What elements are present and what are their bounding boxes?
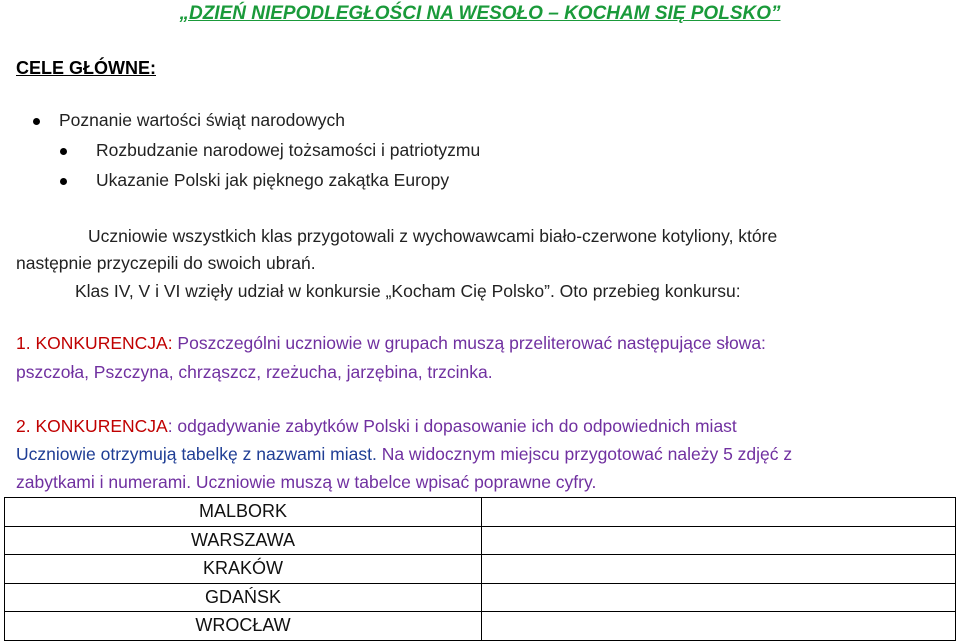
- city-name: KRAKÓW: [5, 555, 482, 584]
- competition-1-label: 1. KONKURENCJA:: [16, 333, 173, 353]
- goal-item: Ukazanie Polski jak pięknego zakątka Europy: [96, 170, 450, 190]
- answer-cell[interactable]: [482, 555, 956, 584]
- competition-2-text: : odgadywanie zabytków Polski i dopasowanie ich do odpowiednich miast: [167, 416, 737, 436]
- competition-1-words: pszczoła, Pszczyna, chrząszcz, rzeżucha, jarzębina, trzcinka.: [16, 362, 493, 382]
- bullet-icon: [33, 118, 40, 125]
- answer-cell[interactable]: [482, 612, 956, 641]
- competition-2-instructions: Uczniowie otrzymują tabelkę z nazwami miast.: [16, 444, 377, 464]
- city-name: WARSZAWA: [5, 526, 482, 555]
- goal-item: Rozbudzanie narodowej tożsamości i patriotyzmu: [96, 140, 481, 160]
- intro-line: Klas IV, V i VI wzięły udział w konkursie „Kocham Cię Polsko”. Oto przebieg konkursu:: [75, 281, 741, 301]
- city-name: MALBORK: [5, 498, 482, 527]
- competition-2-label: 2. KONKURENCJA: [16, 416, 168, 436]
- competition-2-line2: [16, 444, 792, 465]
- page-title: „DZIEŃ NIEPODLEGŁOŚCI NA WESOŁO – KOCHAM SIĘ POLSKO”: [179, 3, 781, 24]
- bullet-icon: [60, 148, 67, 155]
- answer-cell[interactable]: [482, 583, 956, 612]
- table-row: [5, 526, 956, 555]
- competition-2-line3: zabytkami i numerami. Uczniowie muszą w tabelce wpisać poprawne cyfry.: [16, 472, 597, 492]
- competition-2-photos: Na widocznym miejscu przygotować należy 5 zdjęć z: [376, 444, 793, 464]
- table-row: [5, 498, 956, 527]
- city-name: WROCŁAW: [5, 612, 482, 641]
- table-row: [5, 555, 956, 584]
- bullet-icon: [60, 178, 67, 185]
- goals-heading: CELE GŁÓWNE:: [16, 58, 156, 78]
- table-row: [5, 612, 956, 641]
- city-name: GDAŃSK: [5, 583, 482, 612]
- intro-line: Uczniowie wszystkich klas przygotowali z wychowawcami biało-czerwone kotyliony, które: [88, 226, 778, 246]
- competition-1-text: Poszczególni uczniowie w grupach muszą przeliterować następujące słowa:: [172, 333, 766, 353]
- answer-cell[interactable]: [482, 498, 956, 527]
- answer-cell[interactable]: [482, 526, 956, 555]
- table-row: [5, 583, 956, 612]
- competition-2: [16, 416, 737, 437]
- competition-1: [16, 333, 766, 354]
- intro-line: następnie przyczepili do swoich ubrań.: [16, 253, 316, 273]
- goal-item: Poznanie wartości świąt narodowych: [59, 110, 345, 130]
- cities-table: [4, 497, 956, 641]
